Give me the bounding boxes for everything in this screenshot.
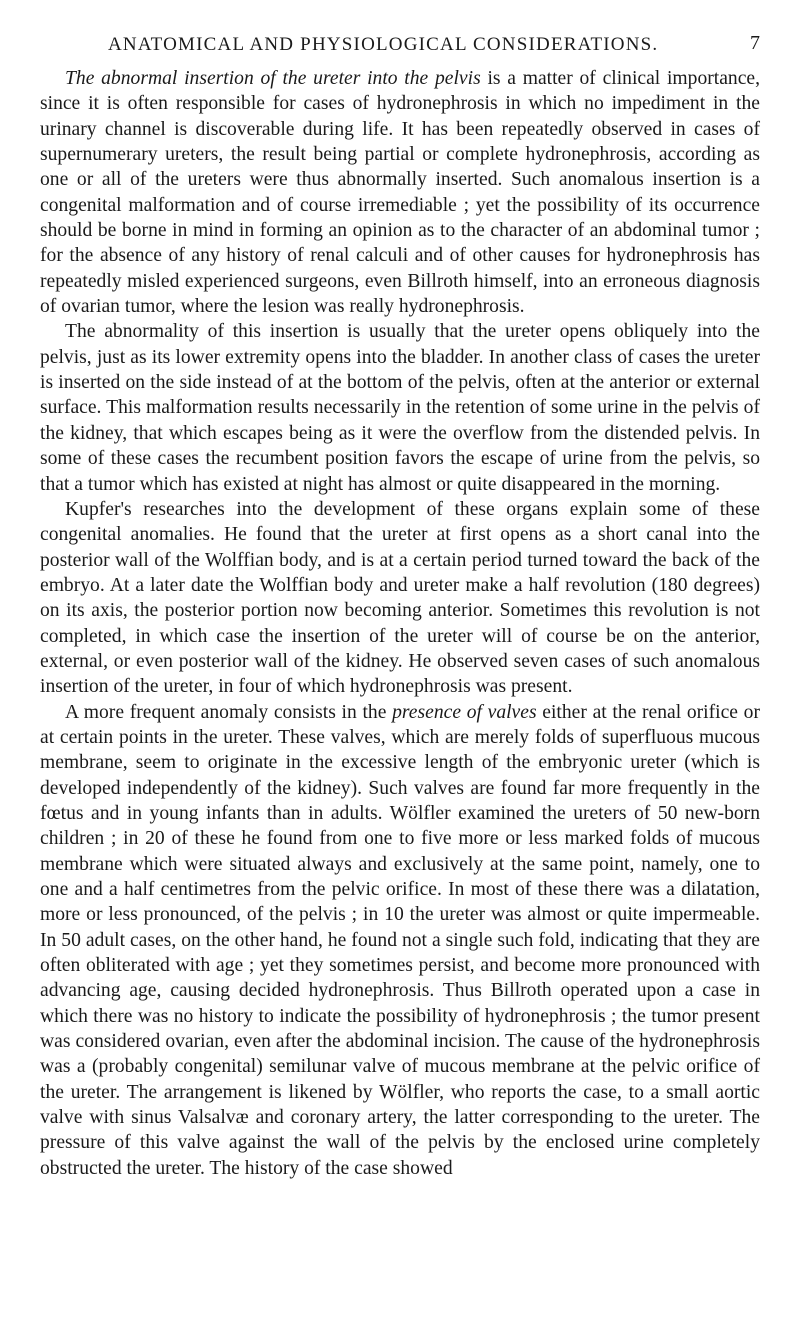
page-number: 7 bbox=[750, 32, 760, 54]
paragraph-presence-of-valves bbox=[40, 700, 760, 1182]
paragraph-text: Kupfer's researches into the development of these organs explain some of these congenital anomalies. He found that the ureter at first opens as a short canal into the posterior wall of the Wolffian body, and is at a certain period turned toward the back of the embryo. At a later date the Wolffian body and ureter make a half revolution (180 degrees) on its axis, the posterior portion now becoming anterior. Sometimes this revolution is not completed, in which case the insertion of the ureter will of course be on the anterior, external, or even posterior wall of the kidney. He observed seven cases of such anomalous insertion of the ureter, in four of which hydronephrosis was present. bbox=[40, 498, 760, 698]
running-head: ANATOMICAL AND PHYSIOLOGICAL CONSIDERATIONS. bbox=[108, 34, 659, 55]
paragraph-abnormal-insertion bbox=[40, 66, 760, 319]
paragraph-text-before: A more frequent anomaly consists in the bbox=[65, 701, 393, 723]
page-header bbox=[40, 0, 760, 55]
paragraph-abnormality-of-insertion bbox=[40, 319, 760, 496]
document-page bbox=[40, 0, 760, 1322]
paragraph-kupfer-researches bbox=[40, 497, 760, 700]
paragraph-inline-italic: presence of valves bbox=[392, 701, 537, 723]
paragraph-text: The abnormality of this insertion is usually that the ureter opens obliquely into the pelvis, just as its lower extremity opens into the bladder. In another class of cases the ureter is inserted on the side instead of at the bottom of the pelvis, often at the anterior or external surface. This malformation results necessarily in the retention of some urine in the pelvis of the kidney, that which escapes being as it were the overflow from the distended pelvis. In some of these cases the recumbent position favors the escape of urine from the pelvis, so that a tumor which has existed at night has almost or quite disappeared in the morning. bbox=[40, 321, 760, 495]
paragraph-lead-italic: The abnormal insertion of the ureter into the pelvis bbox=[65, 68, 481, 89]
paragraph-text: either at the renal orifice or at certain points in the ureter. These valves, which are merely folds of superfluous mucous membrane, seem to originate in the excessive length of the embryonic ureter (which is developed independently of the kidney). Such valves are found far more frequently in the fœtus and in young infants than in adults. Wölfler examined the ureters of 50 new-born children ; in 20 of these he found from one to five more or less marked folds of mucous membrane which were situated always and exclusively at the same point, namely, one to one and a half centimetres from the pelvic orifice. In most of these there was a dilatation, more or less pronounced, of the pelvis ; in 10 the ureter was almost or quite impermeable. In 50 adult cases, on the other hand, he found not a single such fold, indicating that they are often obliterated with age ; yet they sometimes persist, and become more pronounced with advancing age, causing decided hydronephrosis. Thus Billroth operated upon a case in which there was no history to indicate the possibility of hydronephrosis ; the tumor present was considered ovarian, even after the abdominal incision. The cause of the hydronephrosis was a (probably congenital) semilunar valve of mucous membrane at the pelvic orifice of the ureter. The arrangement is likened by Wölfler, who reports the case, to a small aortic valve with sinus Valsalvæ and coronary artery, the latter corresponding to the ureter. The pressure of this valve against the wall of the pelvis by the enclosed urine completely obstructed the ureter. The history of the case showed bbox=[40, 701, 760, 1179]
body-text bbox=[40, 66, 760, 1181]
paragraph-text: is a matter of clinical importance, since it is often responsible for cases of hydronephrosis in which no impediment in the urinary channel is discoverable during life. It has been repeatedly observed in cases of supernumerary ureters, the result being partial or complete hydronephrosis, according as one or all of the ureters were thus abnormally inserted. Such anomalous insertion is a congenital malformation and of course irremediable ; yet the possibility of its occurrence should be borne in mind in forming an opinion as to the character of an abdominal tumor ; for the absence of any history of renal calculi and of other causes for hydronephrosis has repeatedly misled experienced surgeons, even Billroth himself, into an erroneous diagnosis of ovarian tumor, where the lesion was really hydronephrosis. bbox=[40, 68, 761, 318]
